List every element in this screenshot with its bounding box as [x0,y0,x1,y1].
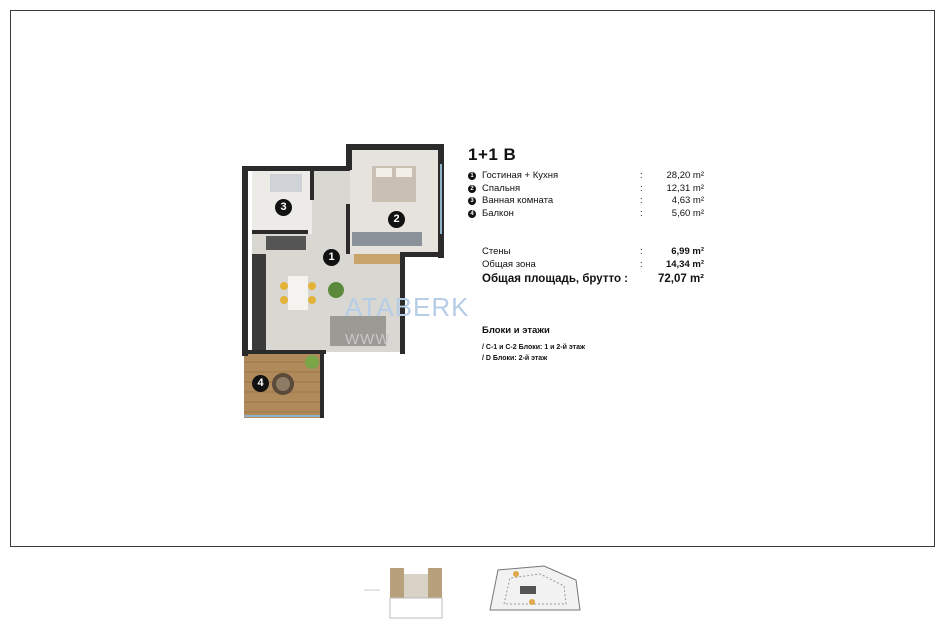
armchair [328,282,344,298]
room-number: 1 [468,172,476,180]
content-frame [10,10,935,547]
floor-plan [242,144,447,420]
site-plan-thumbnail [484,560,584,620]
colon: : [640,258,643,270]
room-area: 4,63 m² [671,195,704,206]
tv-console [354,254,404,264]
room-row [468,183,704,196]
room-label: Балкон [482,207,514,219]
colon: : [640,207,643,219]
room-row [468,195,704,208]
room-row [468,208,704,221]
room-badge-4: 4 [252,375,269,392]
room-area: 5,60 m² [671,207,704,219]
wardrobe [352,232,422,246]
room-area: 28,20 m² [666,170,704,181]
extra-label: Стены [482,246,511,257]
watermark-logo: ATABERK [345,292,470,322]
room-label: Спальня [482,182,521,194]
kitchen-counter [252,254,266,352]
colon: : [640,246,643,257]
extra-row [482,246,704,259]
room-number: 2 [468,185,476,193]
building-layout-thumbnail [360,560,472,622]
room-label: Ванная комната [482,195,554,206]
dining-table [288,276,308,310]
room-number: 3 [468,197,476,205]
blocks-title: Блоки и этажи [482,325,550,336]
room-badge-1: 1 [323,249,340,266]
room-badge-3: 3 [275,199,292,216]
balcony-plant [305,355,319,369]
colon: : [640,182,643,194]
colon: : [640,195,643,206]
extra-area: 14,34 m² [665,258,704,270]
extra-area: 6,99 m² [671,246,704,257]
colon: : [640,170,643,181]
floor-plan-drawing [242,144,447,420]
total-label: Общая площадь, брутто : [482,273,628,285]
block-item: / C-1 и C-2 Блоки: 1 и 2-й этаж [482,344,585,351]
room-row [468,170,704,183]
watermark-url: WWW. [345,331,395,348]
total-area: 72,07 m² [657,273,704,285]
apartment-title: 1+1 B [468,145,517,164]
watermark [345,292,470,348]
block-item: / D Блоки: 2-й этаж [482,355,548,362]
room-number: 4 [468,210,476,218]
blocks-list [482,342,585,364]
extra-row [482,259,704,272]
room-area-list [468,170,704,220]
room-badge-2: 2 [388,211,405,228]
extra-label: Общая зона [482,258,536,270]
room-area: 12,31 m² [666,182,704,194]
room-label: Гостиная + Кухня [482,170,559,181]
total-area-row [482,272,704,286]
extra-area-list [482,246,704,271]
